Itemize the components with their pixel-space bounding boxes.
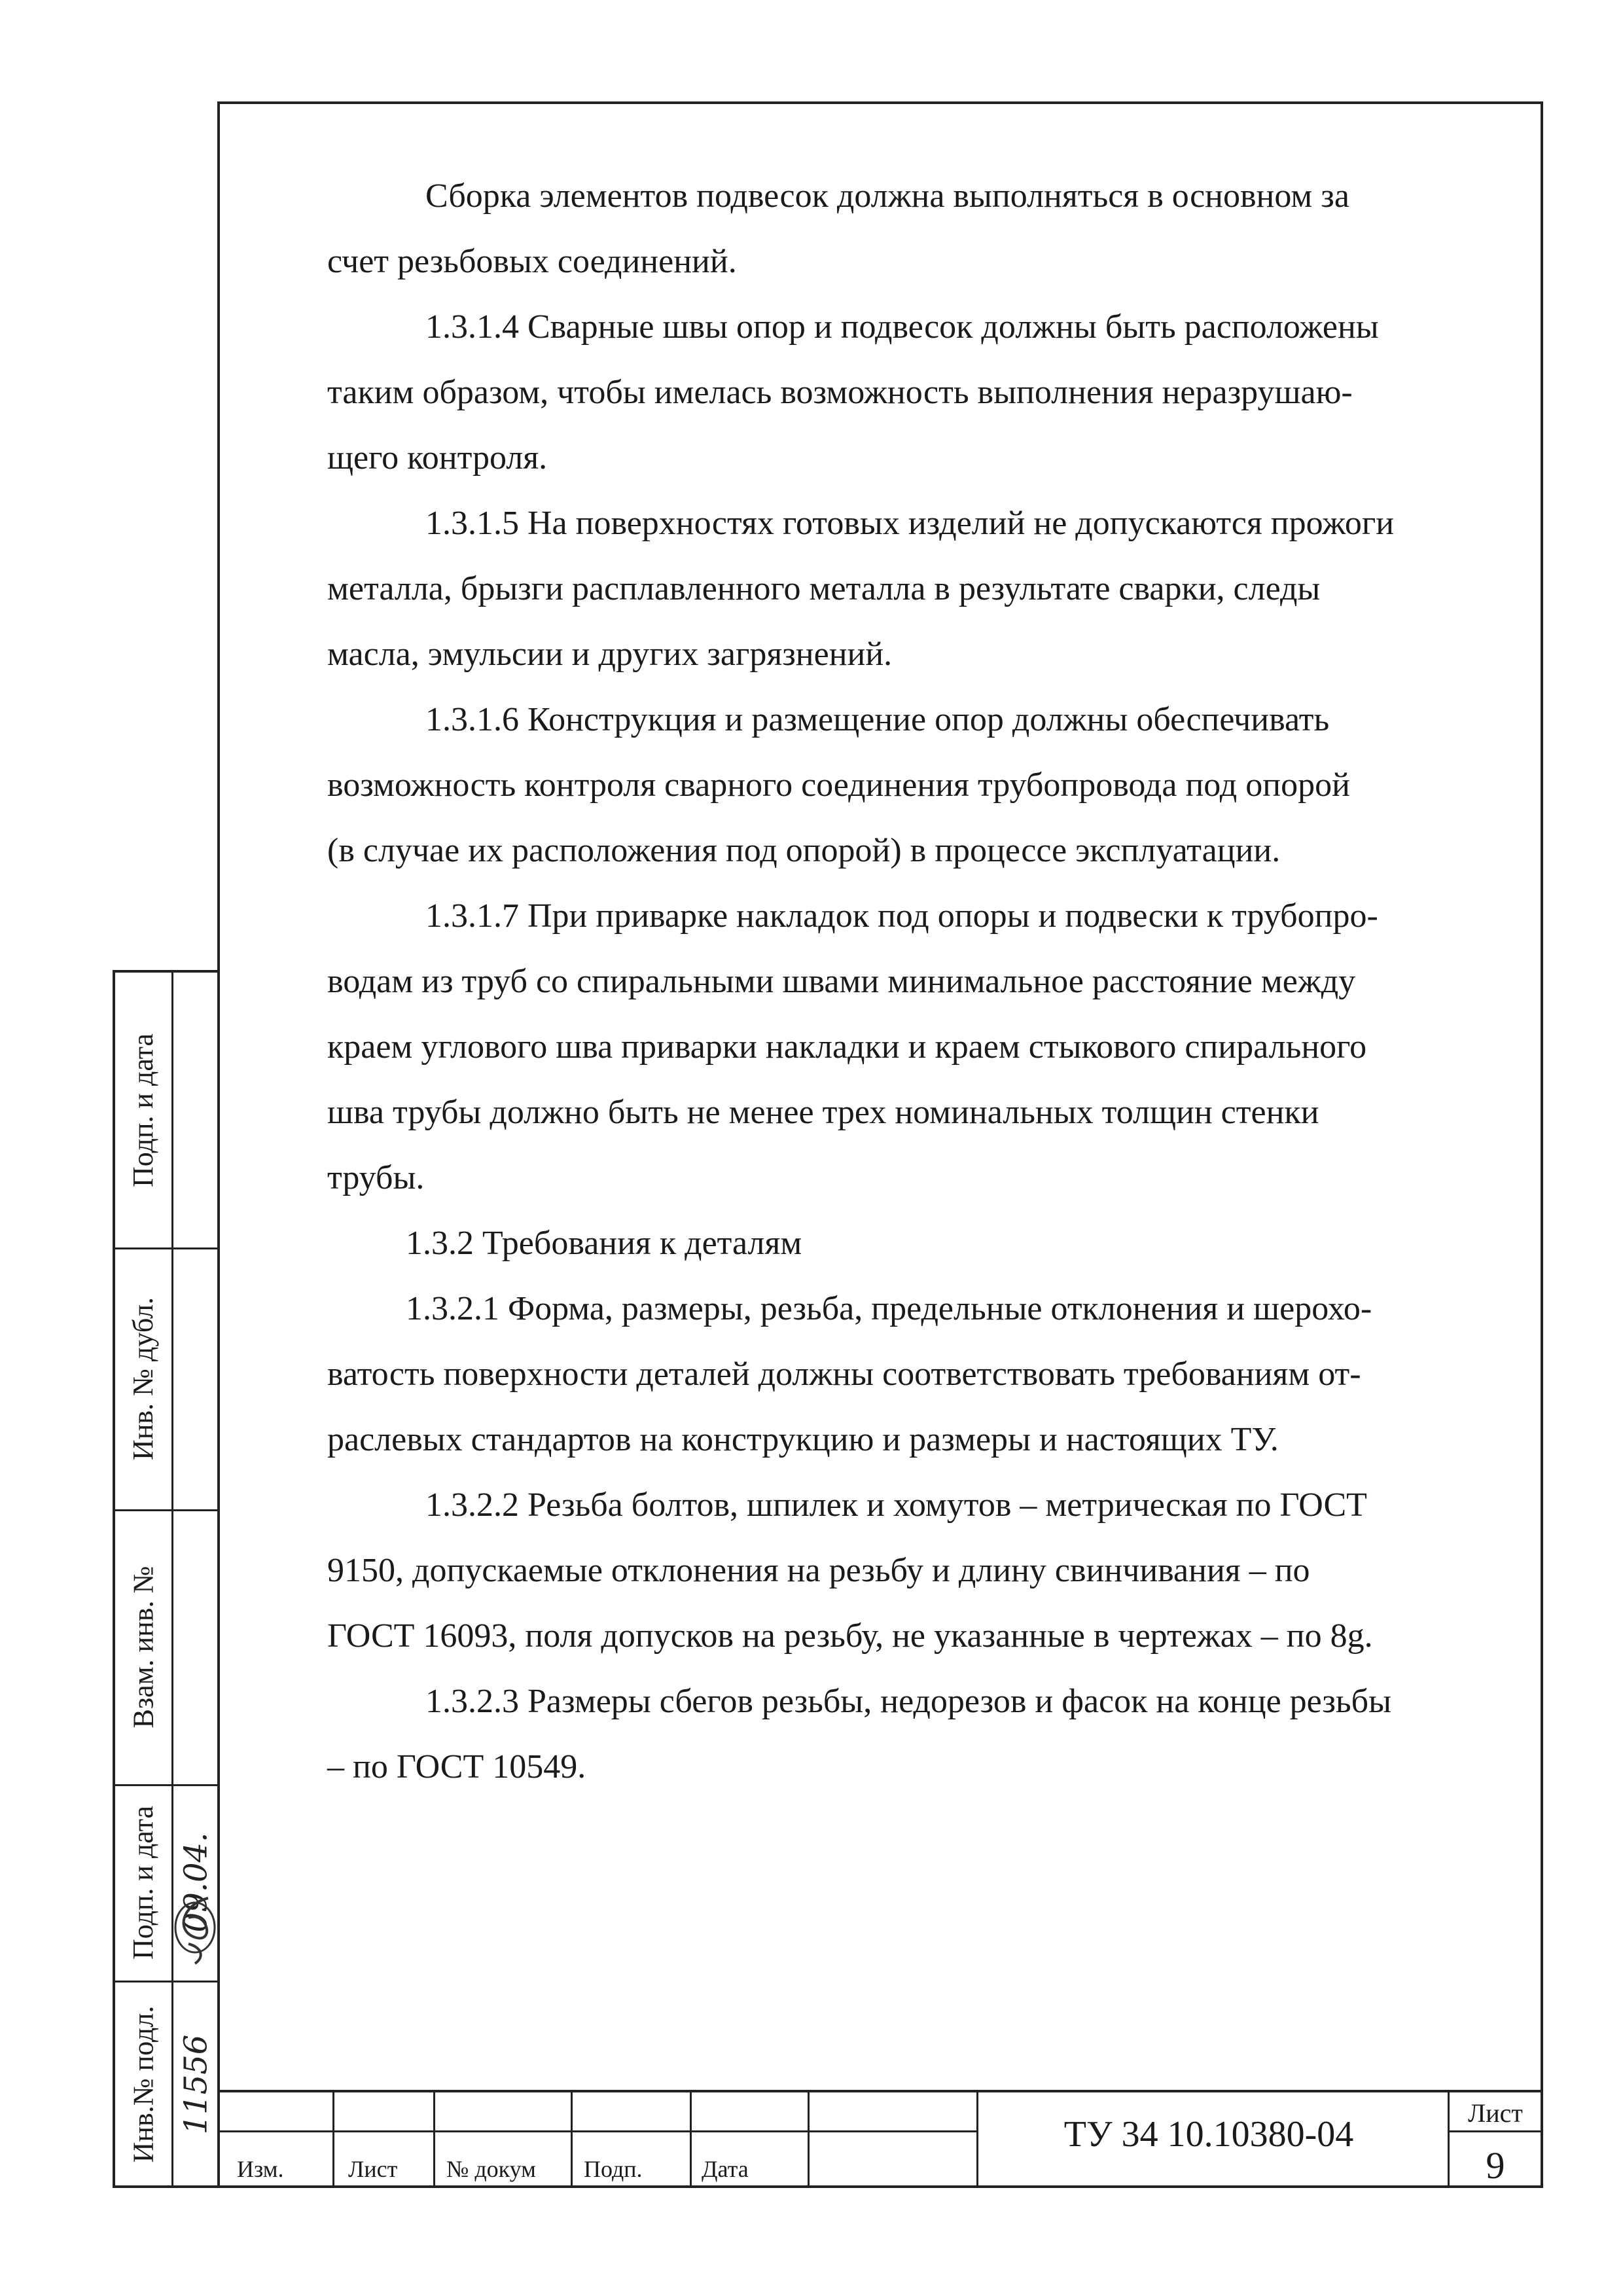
paragraph — [327, 295, 1518, 491]
paragraph-line: водам из труб со спиральными швами минимальное расстояние между — [327, 963, 1356, 1000]
paragraph-line: (в случае их расположения под опорой) в процессе эксплуатации. — [327, 832, 1281, 869]
paragraph-line: 9150, допускаемые отклонения на резьбу и длину свинчивания – по — [327, 1552, 1310, 1589]
paragraph — [327, 687, 1518, 884]
column-label-date: Дата — [702, 2156, 749, 2182]
title-block-col-divider — [571, 2092, 573, 2188]
sheet-label: Лист — [1468, 2098, 1523, 2128]
title-block-row-divider — [217, 2130, 976, 2132]
paragraph-line: раслевых стандартов на конструкцию и размеры и настоящих ТУ. — [327, 1421, 1279, 1458]
paragraph — [327, 491, 1518, 687]
paragraph-line: ватость поверхности деталей должны соответствовать требованиям от- — [327, 1355, 1361, 1393]
side-stamp-label-orig-inv: Инв.№ подл. — [127, 2005, 160, 2163]
side-stamp-label-sign-date-2: Подп. и дата — [127, 1805, 160, 1960]
title-block-col-divider — [332, 2092, 334, 2188]
paragraph — [327, 1211, 1518, 1276]
column-label-doc-number: № докум — [446, 2156, 536, 2182]
paragraph-line: трубы. — [327, 1159, 425, 1196]
column-label-change: Изм. — [237, 2156, 284, 2182]
paragraph — [327, 1276, 1518, 1473]
column-label-sheet: Лист — [348, 2156, 398, 2182]
paragraph-line: Сборка элементов подвесок должна выполняться в основном за — [425, 177, 1349, 215]
signature-mark — [169, 1885, 221, 2055]
paragraph-line: таким образом, чтобы имелась возможность выполнения неразрушаю- — [327, 374, 1353, 411]
side-stamp-label-dup-inv: Инв. № дубл. — [127, 1297, 160, 1460]
handwritten-inventory-number: 11556 — [177, 2034, 215, 2134]
paragraph-line: 1.3.1.6 Конструкция и размещение опор должны обеспечивать — [425, 701, 1330, 738]
paragraph-line: краем углового шва приварки накладки и краем стыкового спирального — [327, 1028, 1367, 1066]
paragraph-line: 1.3.1.5 На поверхностях готовых изделий не допускаются прожоги — [425, 505, 1395, 542]
paragraph-line: 1.3.1.7 При приварке накладок под опоры и подвески к трубопро- — [425, 897, 1378, 935]
paragraph — [327, 1669, 1518, 1800]
paragraph-line: 1.3.2.3 Размеры сбегов резьбы, недорезов и фасок на конце резьбы — [425, 1683, 1392, 1720]
sheet-number: 9 — [1486, 2144, 1505, 2187]
paragraph-line: счет резьбовых соединений. — [327, 243, 737, 280]
side-stamp-label-replace-inv: Взам. инв. № — [127, 1566, 160, 1728]
paragraph-line: 1.3.2 Требования к деталям — [406, 1225, 802, 1262]
paragraph-line: 1.3.2.2 Резьба болтов, шпилек и хомутов – метрическая по ГОСТ — [425, 1486, 1367, 1524]
title-block-col-divider — [690, 2092, 692, 2188]
paragraph-line: щего контроля. — [327, 439, 548, 476]
paragraph — [327, 884, 1518, 1211]
title-block — [217, 2090, 1543, 2188]
document-code: ТУ 34 10.10380-04 — [1063, 2114, 1354, 2155]
paragraph-line: шва трубы должно быть не менее трех номинальных толщин стенки — [327, 1094, 1319, 1131]
paragraph — [327, 164, 1518, 295]
paragraph-line: – по ГОСТ 10549. — [327, 1748, 586, 1785]
document-body — [327, 164, 1518, 1800]
handwritten-date: 09.04. — [177, 1832, 215, 1933]
title-block-sheet-divider — [1448, 2130, 1543, 2132]
paragraph-line: 1.3.2.1 Форма, размеры, резьба, предельные отклонения и шерохо- — [406, 1290, 1372, 1327]
column-label-signature: Подп. — [584, 2156, 643, 2182]
title-block-col-divider — [433, 2092, 435, 2188]
paragraph-line: 1.3.1.4 Сварные швы опор и подвесок должны быть расположены — [425, 308, 1379, 346]
paragraph-line: ГОСТ 16093, поля допусков на резьбу, не указанные в чертежах – по 8g. — [327, 1617, 1373, 1655]
paragraph — [327, 1473, 1518, 1669]
paragraph-line: масла, эмульсии и других загрязнений. — [327, 636, 893, 673]
title-block-col-divider — [808, 2092, 810, 2188]
paragraph-line: возможность контроля сварного соединения трубопровода под опорой — [327, 766, 1350, 804]
side-stamp-label-sign-date: Подп. и дата — [127, 1033, 160, 1187]
paragraph-line: металла, брызги расплавленного металла в результате сварки, следы — [327, 570, 1321, 607]
